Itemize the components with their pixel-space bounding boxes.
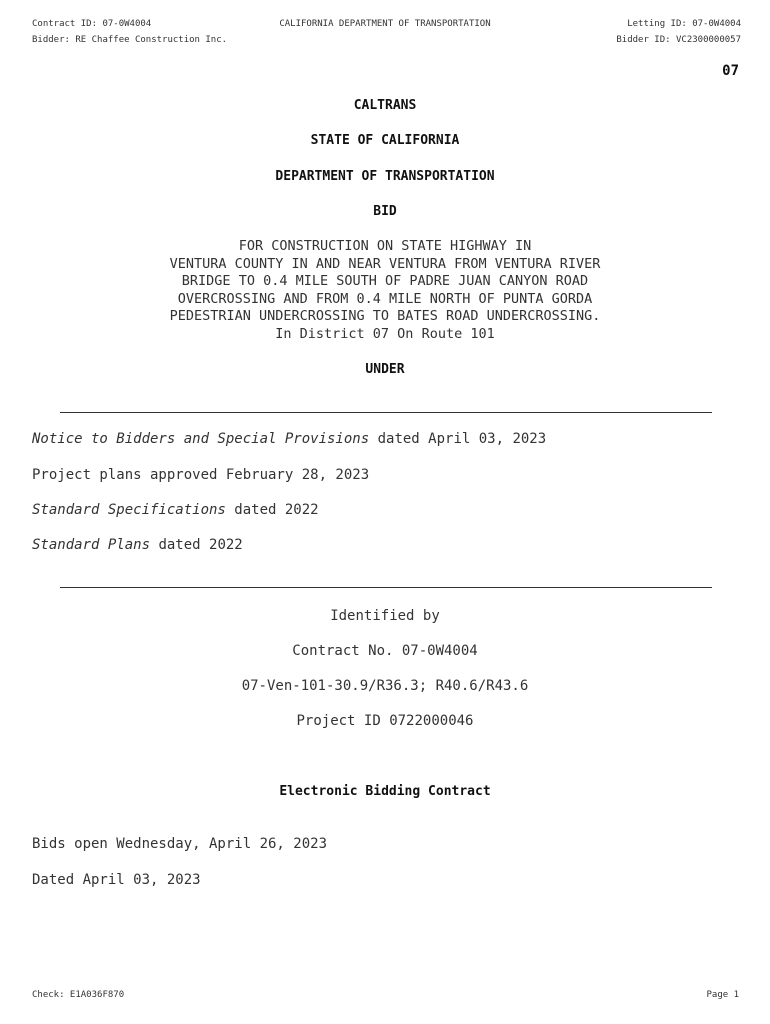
scope-line: PEDESTRIAN UNDERCROSSING TO BATES ROAD UNDERCROSSING. <box>169 308 601 325</box>
specs-title: Standard Specifications <box>32 502 226 518</box>
scope-line: BRIDGE TO 0.4 MILE SOUTH OF PADRE JUAN CANYON ROAD <box>181 273 589 290</box>
bid-title: BID <box>373 204 397 219</box>
contract-id-header: Contract ID: 07-0W4004 <box>32 19 152 29</box>
standard-plans-line <box>32 537 243 554</box>
specs-date: dated 2022 <box>225 502 319 518</box>
scope-line: OVERCROSSING AND FROM 0.4 MILE NORTH OF PUNTA GORDA <box>177 290 593 307</box>
bidder-name-header: Bidder: RE Chaffee Construction Inc. <box>32 35 228 45</box>
project-plans-line: Project plans approved February 28, 2023 <box>32 467 370 483</box>
standard-specifications-line <box>32 502 319 519</box>
page-number: Page 1 <box>706 990 739 1000</box>
under-label: UNDER <box>365 362 405 377</box>
scope-line: FOR CONSTRUCTION ON STATE HIGHWAY IN <box>238 238 532 254</box>
bids-open-date: Bids open Wednesday, April 26, 2023 <box>32 836 328 852</box>
caltrans-title: CALTRANS <box>353 98 417 113</box>
contract-number: Contract No. 07-0W4004 <box>292 643 478 659</box>
district-number: 07 <box>722 63 739 79</box>
scope-line: In District 07 On Route 101 <box>275 325 495 342</box>
department-title: DEPARTMENT OF TRANSPORTATION <box>275 169 495 184</box>
notice-to-bidders-line <box>32 431 546 448</box>
state-title: STATE OF CALIFORNIA <box>310 133 460 148</box>
notice-title: Notice to Bidders and Special Provisions <box>32 431 370 447</box>
location-code: 07-Ven-101-30.9/R36.3; R40.6/R43.6 <box>241 678 529 694</box>
agency-header: CALIFORNIA DEPARTMENT OF TRANSPORTATION <box>279 19 491 29</box>
scope-line: VENTURA COUNTY IN AND NEAR VENTURA FROM VENTURA RIVER <box>169 255 601 272</box>
check-code: Check: E1A036F870 <box>32 990 125 1000</box>
std-plans-date: dated 2022 <box>150 537 243 553</box>
identified-by-label: Identified by <box>330 608 440 624</box>
divider <box>60 587 712 588</box>
divider <box>60 412 712 413</box>
project-id: Project ID 0722000046 <box>296 713 474 729</box>
dated-line: Dated April 03, 2023 <box>32 872 201 888</box>
notice-date: dated April 03, 2023 <box>369 431 547 447</box>
std-plans-title: Standard Plans <box>32 537 151 553</box>
bidder-id-header: Bidder ID: VC2300000057 <box>616 35 741 45</box>
letting-id-header: Letting ID: 07-0W4004 <box>627 19 741 29</box>
contract-type-title: Electronic Bidding Contract <box>279 784 491 799</box>
project-scope <box>0 238 770 344</box>
